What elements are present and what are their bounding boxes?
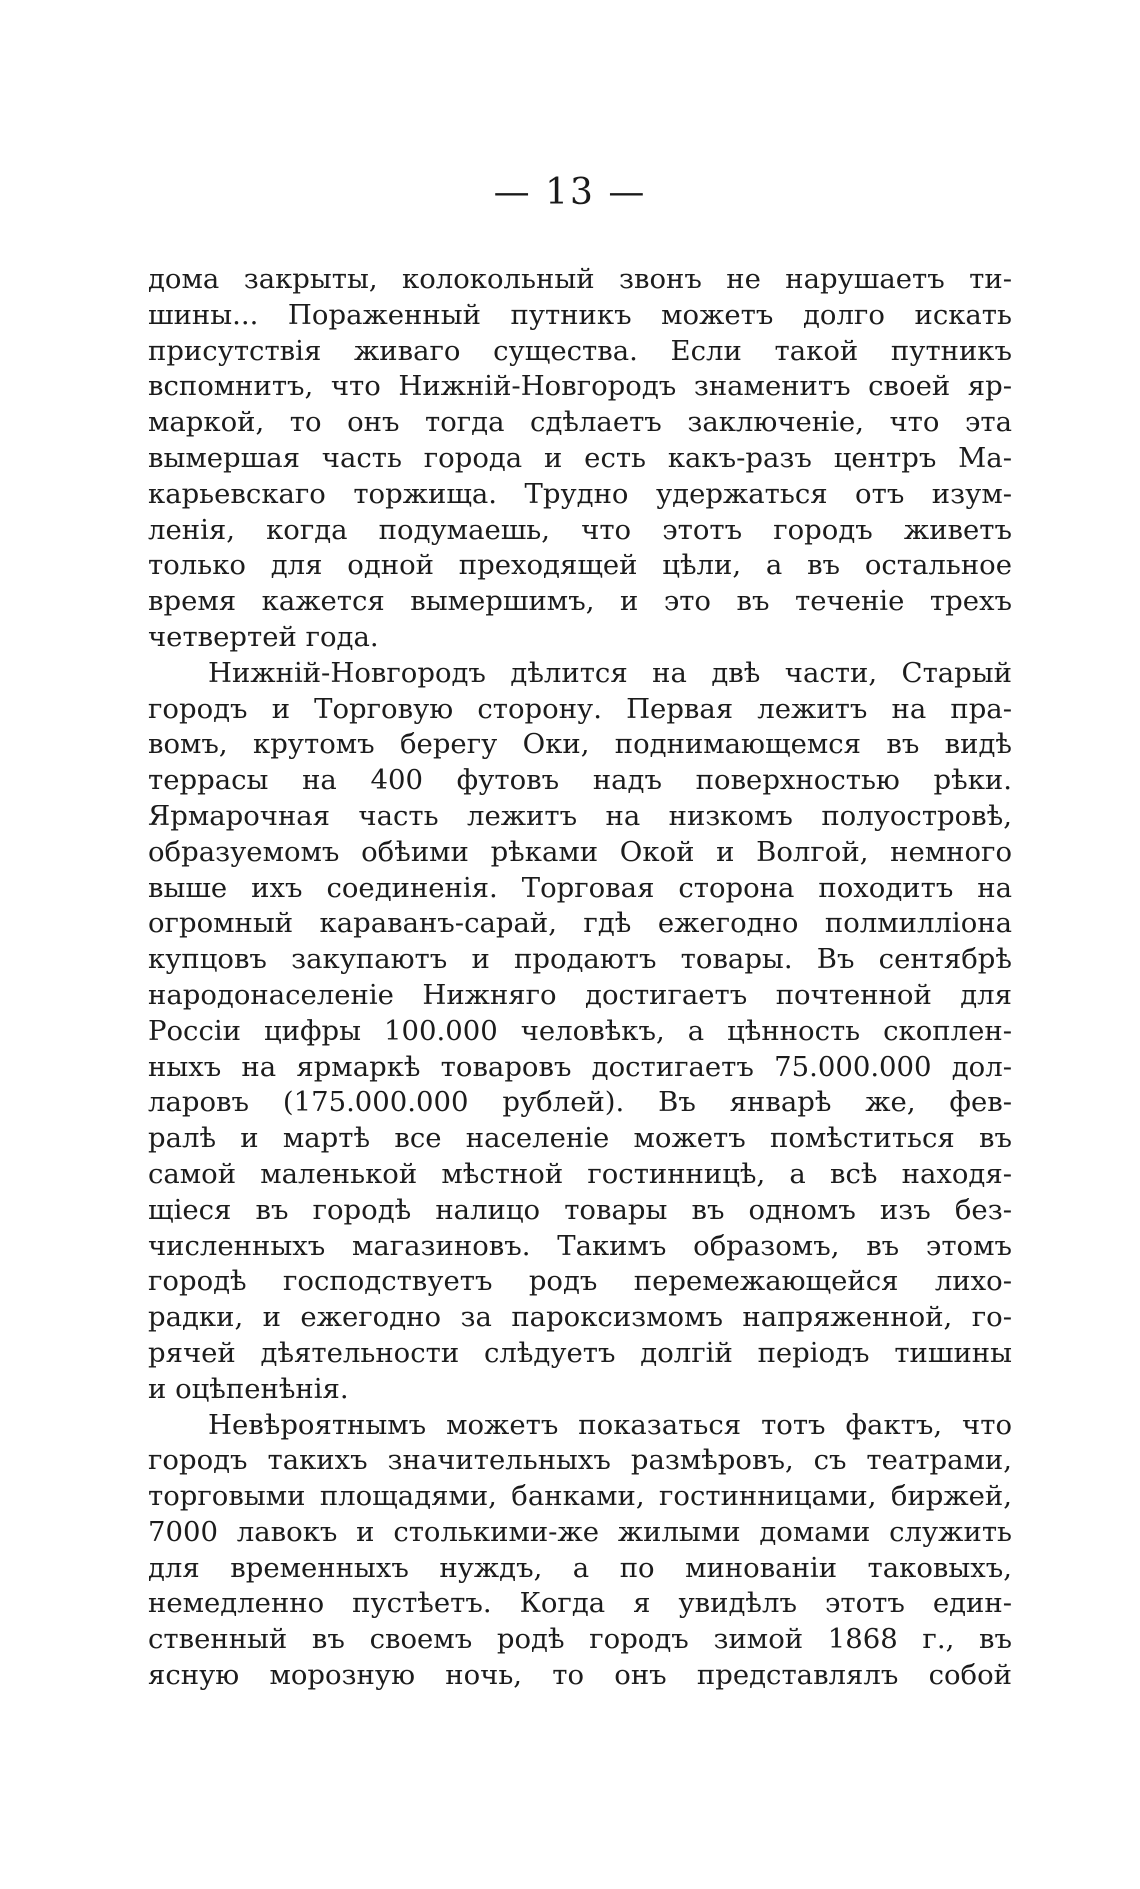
paragraph-1	[148, 262, 1012, 656]
text-line: рячей дѣятельности слѣдуетъ долгій періодъ тишины	[148, 1336, 1012, 1369]
text-line: Ярмарочная часть лежитъ на низкомъ полуостровѣ,	[148, 799, 1012, 832]
text-line: образуемомъ обѣими рѣками Окой и Волгой, немного	[148, 835, 1012, 868]
text-line: радки, и ежегодно за пароксизмомъ напряженной, го-	[148, 1301, 1012, 1334]
text-line: народонаселеніе Нижняго достигаетъ почтенной для	[148, 978, 1012, 1011]
text-line: ларовъ (175.000.000 рублей). Въ январѣ же, фев-	[148, 1086, 1012, 1119]
text-line: для временныхъ нуждъ, а по минованіи таковыхъ,	[148, 1551, 1012, 1584]
paragraph-2	[148, 656, 1012, 1408]
page-number: — 13 —	[493, 172, 647, 213]
text-line: торговыми площадями, банками, гостинницами, биржей,	[148, 1480, 1012, 1513]
text-line: городѣ господствуетъ родъ перемежающейся лихо-	[148, 1265, 1012, 1298]
text-line: 7000 лавокъ и столькими-же жилыми домами служить	[148, 1515, 1012, 1548]
text-line: четвертей года.	[148, 620, 379, 653]
paragraph-3	[148, 1408, 1012, 1694]
text-line: карьевскаго торжища. Трудно удержаться отъ изум-	[148, 477, 1012, 510]
text-line: и оцѣпенѣнія.	[148, 1372, 349, 1405]
text-line: присутствія живаго существа. Если такой путникъ	[148, 334, 1012, 367]
text-line: время кажется вымершимъ, и это въ теченіе трехъ	[148, 585, 1012, 618]
text-line: террасы на 400 футовъ надъ поверхностью рѣки.	[148, 764, 1012, 797]
text-line: вомъ, крутомъ берегу Оки, поднимающемся въ видѣ	[148, 728, 1012, 761]
text-line: вспомнитъ, что Нижній-Новгородъ знаменитъ своей яр-	[148, 370, 1012, 403]
text-line: ралѣ и мартѣ все населеніе можетъ помѣститься въ	[148, 1122, 1012, 1155]
text-line: вымершая часть города и есть какъ-разъ центръ Ма-	[148, 441, 1012, 474]
text-line: щіеся въ городѣ налицо товары въ одномъ изъ без-	[148, 1193, 1012, 1226]
text-line: только для одной преходящей цѣли, а въ остальное	[148, 549, 1012, 582]
text-line: огромный караванъ-сарай, гдѣ ежегодно полмилліона	[148, 907, 1012, 940]
text-line: выше ихъ соединенія. Торговая сторона походитъ на	[148, 871, 1012, 904]
text-line: Россіи цифры 100.000 человѣкъ, а цѣнность скоплен-	[148, 1014, 1012, 1047]
text-line: Невѣроятнымъ можетъ показаться тотъ фактъ, что	[208, 1408, 1012, 1441]
text-line: немедленно пустѣетъ. Когда я увидѣлъ этотъ един-	[148, 1587, 1012, 1620]
text-line: ленія, когда подумаешь, что этотъ городъ живетъ	[148, 513, 1012, 546]
text-line: шины... Пораженный путникъ можетъ долго искать	[148, 298, 1012, 331]
text-line: ныхъ на ярмаркѣ товаровъ достигаетъ 75.000.000 дол-	[148, 1050, 1012, 1083]
text-line: городъ и Торговую сторону. Первая лежитъ на пра-	[148, 692, 1012, 725]
text-line: численныхъ магазиновъ. Такимъ образомъ, въ этомъ	[148, 1229, 1012, 1262]
text-line: дома закрыты, колокольный звонъ не нарушаетъ ти-	[148, 263, 1012, 295]
body-text	[148, 262, 1012, 1694]
text-line: ясную морозную ночь, то онъ представлялъ собой	[148, 1659, 1012, 1692]
text-line: самой маленькой мѣстной гостинницѣ, а всѣ находя-	[148, 1157, 1012, 1190]
text-line: ственный въ своемъ родѣ городъ зимой 1868 г., въ	[148, 1623, 1012, 1656]
text-line: городъ такихъ значительныхъ размѣровъ, съ театрами,	[148, 1444, 1012, 1477]
text-line: Нижній-Новгородъ дѣлится на двѣ части, Старый	[208, 656, 1012, 689]
text-line: маркой, то онъ тогда сдѣлаетъ заключеніе, что эта	[148, 406, 1012, 439]
text-line: купцовъ закупаютъ и продаютъ товары. Въ сентябрѣ	[148, 943, 1012, 976]
